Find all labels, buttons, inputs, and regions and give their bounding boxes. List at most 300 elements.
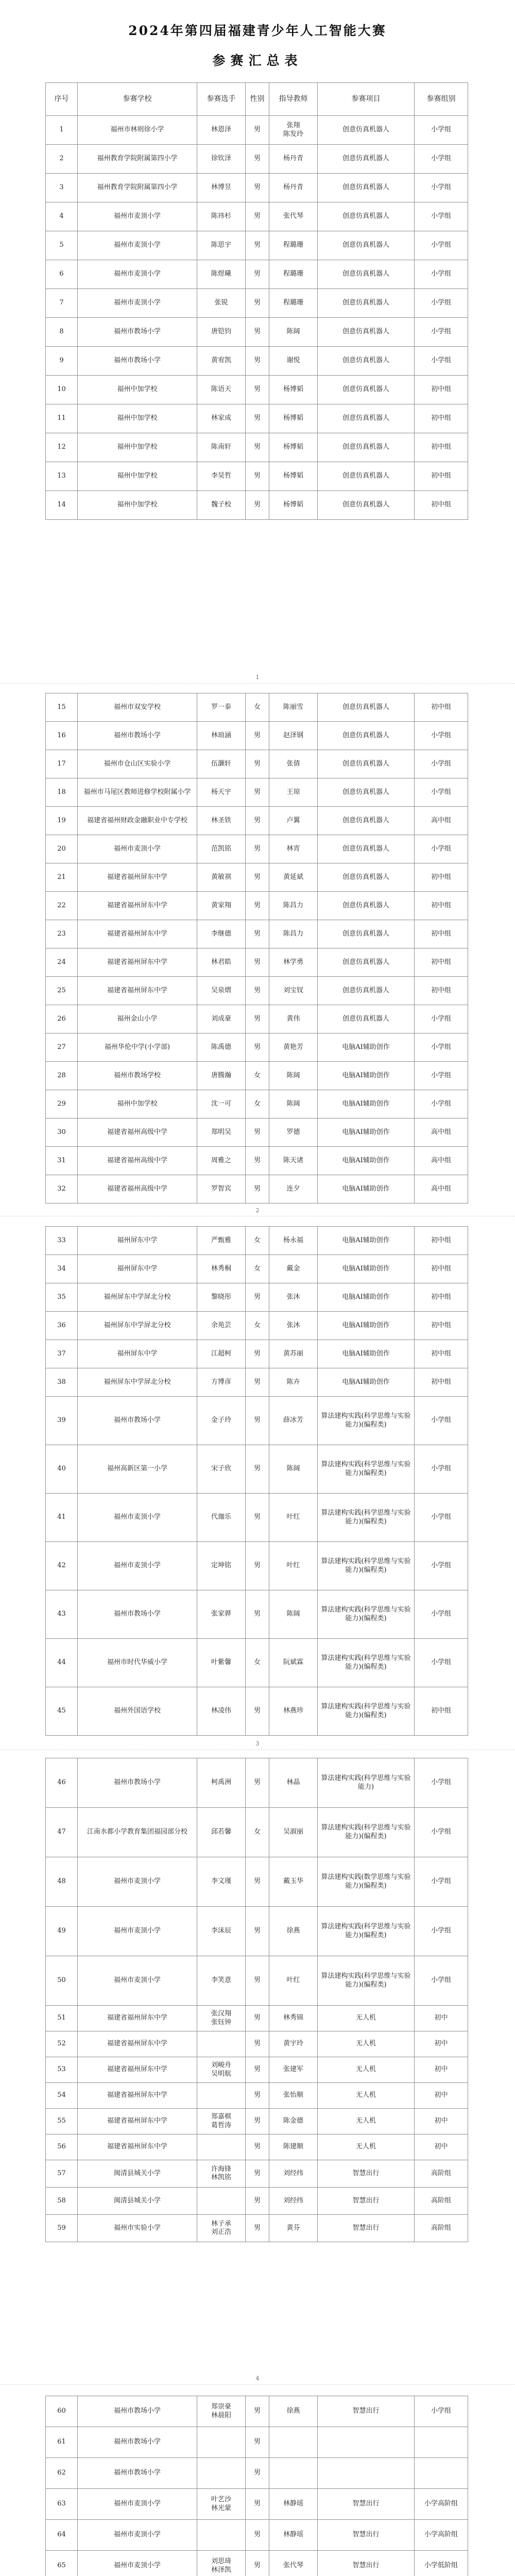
gender-cell: 男: [246, 1907, 269, 1956]
gender-cell: 男: [246, 1340, 269, 1368]
project-cell: 算法建构实践(科学思维与实验能力)(编程类): [318, 1956, 415, 2006]
project-cell: 创意仿真机器人: [318, 920, 415, 948]
group-cell: 初中组: [415, 693, 468, 722]
project-cell: 无人机: [318, 2083, 415, 2109]
participant-cell: 江超柯: [197, 1340, 246, 1368]
gender-cell: 男: [246, 2083, 269, 2109]
gender-cell: 男: [246, 1687, 269, 1736]
table-row: [46, 1062, 468, 1090]
school-cell: 福建省福州屏东中学: [78, 977, 197, 1005]
project-cell: 电脑AI辅助创作: [318, 1118, 415, 1147]
gender-cell: 男: [246, 835, 269, 863]
teacher-cell: 王琼: [269, 778, 318, 807]
table-row: [46, 1687, 468, 1736]
table-row: [46, 433, 468, 462]
teacher-cell: 杨丹青: [269, 145, 318, 174]
school-cell: 福州市教场学校: [78, 1062, 197, 1090]
table-row: [46, 1312, 468, 1340]
school-cell: 福州市麦顶小学: [78, 1542, 197, 1590]
school-cell: 福州市麦顶小学: [78, 835, 197, 863]
project-cell: 电脑AI辅助创作: [318, 1340, 415, 1368]
table-row: [46, 1033, 468, 1062]
gender-cell: 男: [246, 202, 269, 231]
teacher-cell: 杨博韬: [269, 462, 318, 491]
seq-cell: 31: [46, 1147, 78, 1175]
teacher-cell: 杨博韬: [269, 376, 318, 404]
group-cell: 小学组: [415, 231, 468, 260]
seq-cell: 14: [46, 491, 78, 520]
group-cell: 小学组: [415, 1542, 468, 1590]
teacher-cell: 叶红: [269, 1542, 318, 1590]
participant-cell: 定坤铭: [197, 1542, 246, 1590]
school-cell: 福州高新区第一小学: [78, 1445, 197, 1494]
teacher-cell: 杨博韬: [269, 491, 318, 520]
header-group: 参赛组别: [415, 83, 468, 116]
participant-cell: [197, 2083, 246, 2109]
gender-cell: 男: [246, 1542, 269, 1590]
teacher-cell: 陈卉: [269, 1368, 318, 1397]
group-cell: 初中: [415, 2031, 468, 2057]
project-cell: 创意仿真机器人: [318, 462, 415, 491]
school-cell: 福建省福州屏东中学: [78, 920, 197, 948]
seq-cell: 45: [46, 1687, 78, 1736]
teacher-cell: 程璐珊: [269, 231, 318, 260]
group-cell: 初中: [415, 2134, 468, 2160]
project-cell: 创意仿真机器人: [318, 491, 415, 520]
table-row: [46, 1397, 468, 1445]
participant-cell: 叶紫馨: [197, 1639, 246, 1687]
teacher-cell: 陈金德: [269, 2109, 318, 2134]
table-row: [46, 260, 468, 289]
seq-cell: 32: [46, 1175, 78, 1204]
school-cell: 福州市麦顶小学: [78, 289, 197, 318]
participant-cell: 魏子校: [197, 491, 246, 520]
participant-cell: 林子承 刘正浩: [197, 2215, 246, 2242]
seq-cell: 48: [46, 1857, 78, 1907]
school-cell: 福州屏东中学屏北分校: [78, 1312, 197, 1340]
seq-cell: 9: [46, 347, 78, 376]
group-cell: 小学组: [415, 1590, 468, 1639]
school-cell: 福州市麦顶小学: [78, 2520, 197, 2551]
school-cell: 福州市教场小学: [78, 2427, 197, 2458]
gender-cell: 男: [246, 1445, 269, 1494]
participant-cell: 叶艺沙 林光蒙: [197, 2489, 246, 2520]
seq-cell: 25: [46, 977, 78, 1005]
participant-cell: 张家骅: [197, 1590, 246, 1639]
participant-cell: 唐铠钧: [197, 318, 246, 347]
participant-cell: 范凯铭: [197, 835, 246, 863]
project-cell: 无人机: [318, 2134, 415, 2160]
teacher-cell: 黄苏丽: [269, 1340, 318, 1368]
school-cell: 福州市教场小学: [78, 347, 197, 376]
table-row: [46, 116, 468, 145]
table-row: [46, 1907, 468, 1956]
project-cell: 算法建构实践(科学思维与实验能力)(编程类): [318, 1687, 415, 1736]
group-cell: 小学组: [415, 202, 468, 231]
gender-cell: 男: [246, 920, 269, 948]
project-cell: 创意仿真机器人: [318, 231, 415, 260]
participant-cell: 林家成: [197, 404, 246, 433]
school-cell: 福州屏东中学: [78, 1340, 197, 1368]
school-cell: 福州教育学院附属第四小学: [78, 174, 197, 202]
teacher-cell: 刘经纬: [269, 2188, 318, 2215]
group-cell: 小学组: [415, 722, 468, 750]
seq-cell: 65: [46, 2551, 78, 2576]
participant-cell: 金子玲: [197, 1397, 246, 1445]
seq-cell: 3: [46, 174, 78, 202]
teacher-cell: 刘宝钗: [269, 977, 318, 1005]
gender-cell: 男: [246, 2057, 269, 2083]
project-cell: 电脑AI辅助创作: [318, 1033, 415, 1062]
table-row: [46, 722, 468, 750]
gender-cell: 女: [246, 1227, 269, 1255]
group-cell: 初中组: [415, 491, 468, 520]
seq-cell: 27: [46, 1033, 78, 1062]
table-row: [46, 948, 468, 977]
project-cell: 算法建构实践(科学思维与实验能力)(编程类): [318, 1639, 415, 1687]
group-cell: 小学组: [415, 260, 468, 289]
page-divider: [0, 2384, 515, 2385]
seq-cell: 16: [46, 722, 78, 750]
table-row: [46, 1175, 468, 1204]
seq-cell: 39: [46, 1397, 78, 1445]
table-row: [46, 1808, 468, 1857]
gender-cell: 男: [246, 404, 269, 433]
participant-cell: 李继德: [197, 920, 246, 948]
seq-cell: 23: [46, 920, 78, 948]
seq-cell: 28: [46, 1062, 78, 1090]
document-subtitle: 参赛汇总表: [212, 53, 303, 68]
teacher-cell: 阮斌霖: [269, 1639, 318, 1687]
school-cell: 福建省福州屏东中学: [78, 892, 197, 920]
school-cell: 福州市麦顶小学: [78, 260, 197, 289]
gender-cell: 男: [246, 318, 269, 347]
group-cell: 初中组: [415, 1340, 468, 1368]
table-row: [46, 202, 468, 231]
group-cell: 小学组: [415, 1062, 468, 1090]
participant-cell: 林恩泽: [197, 116, 246, 145]
table-row: [46, 2083, 468, 2109]
teacher-cell: 陈阔: [269, 1090, 318, 1118]
table-row: [46, 2427, 468, 2458]
header-project: 参赛项目: [318, 83, 415, 116]
project-cell: 算法建构实践(科学思维与实验能力): [318, 1758, 415, 1808]
participant-cell: 陈煜曦: [197, 260, 246, 289]
project-cell: 创意仿真机器人: [318, 404, 415, 433]
gender-cell: 男: [246, 1118, 269, 1147]
group-cell: 高中组: [415, 1118, 468, 1147]
gender-cell: 男: [246, 174, 269, 202]
group-cell: 小学组: [415, 1494, 468, 1542]
table-header-row: [46, 83, 468, 116]
seq-cell: 18: [46, 778, 78, 807]
school-cell: 福州屏东中学屏北分校: [78, 1283, 197, 1312]
participant-cell: 严甄雅: [197, 1227, 246, 1255]
participant-cell: 陈语天: [197, 376, 246, 404]
project-cell: 创意仿真机器人: [318, 948, 415, 977]
gender-cell: 男: [246, 2134, 269, 2160]
teacher-cell: 杨博韬: [269, 404, 318, 433]
gender-cell: 男: [246, 116, 269, 145]
roster-table-page-2: [45, 693, 468, 1204]
group-cell: 初中组: [415, 977, 468, 1005]
gender-cell: 男: [246, 376, 269, 404]
teacher-cell: 黄艳芳: [269, 1033, 318, 1062]
teacher-cell: 杨丹青: [269, 174, 318, 202]
table-row: [46, 1005, 468, 1033]
header-participant: 参赛选手: [197, 83, 246, 116]
project-cell: 算法建构实践(科学思维与实验能力)(编程类): [318, 1494, 415, 1542]
gender-cell: 男: [246, 347, 269, 376]
participant-cell: 黄家翔: [197, 892, 246, 920]
school-cell: 福州屏东中学: [78, 1227, 197, 1255]
school-cell: 福州市教场小学: [78, 2396, 197, 2427]
project-cell: [318, 2427, 415, 2458]
teacher-cell: 张倩: [269, 750, 318, 778]
table-row: [46, 1857, 468, 1907]
project-cell: 创意仿真机器人: [318, 202, 415, 231]
seq-cell: 8: [46, 318, 78, 347]
group-cell: 初中组: [415, 863, 468, 892]
teacher-cell: 张建军: [269, 2057, 318, 2083]
school-cell: 福建省福州屏东中学: [78, 2083, 197, 2109]
group-cell: 初中组: [415, 1255, 468, 1283]
school-cell: 福州市教场小学: [78, 722, 197, 750]
project-cell: 创意仿真机器人: [318, 145, 415, 174]
school-cell: 福建省福州屏东中学: [78, 2006, 197, 2031]
table-row: [46, 2134, 468, 2160]
gender-cell: 男: [246, 1590, 269, 1639]
group-cell: 小学组: [415, 174, 468, 202]
table-row: [46, 1227, 468, 1255]
table-row: [46, 863, 468, 892]
gender-cell: 男: [246, 1033, 269, 1062]
seq-cell: 19: [46, 807, 78, 835]
seq-cell: 44: [46, 1639, 78, 1687]
project-cell: 电脑AI辅助创作: [318, 1147, 415, 1175]
gender-cell: 男: [246, 1956, 269, 2006]
school-cell: 福建省福州屏东中学: [78, 2109, 197, 2134]
gender-cell: 男: [246, 1283, 269, 1312]
school-cell: 福州市麦顶小学: [78, 202, 197, 231]
project-cell: 创意仿真机器人: [318, 863, 415, 892]
teacher-cell: 张怡顺: [269, 2083, 318, 2109]
teacher-cell: 张沐: [269, 1283, 318, 1312]
participant-cell: 林秀桐: [197, 1255, 246, 1283]
table-row: [46, 2551, 468, 2576]
project-cell: 智慧出行: [318, 2489, 415, 2520]
seq-cell: 1: [46, 116, 78, 145]
gender-cell: 男: [246, 1397, 269, 1445]
project-cell: 算法建构实践(数学思维与实验能力)(编程类): [318, 1857, 415, 1907]
seq-cell: 35: [46, 1283, 78, 1312]
participant-cell: 郑嘉棋 葛哲涛: [197, 2109, 246, 2134]
gender-cell: 男: [246, 2396, 269, 2427]
teacher-cell: 林宵: [269, 835, 318, 863]
teacher-cell: 刘经纬: [269, 2160, 318, 2188]
school-cell: 福州市仓山区实验小学: [78, 750, 197, 778]
participant-cell: 杨天宇: [197, 778, 246, 807]
participant-cell: 张汉翔 张钰钟: [197, 2006, 246, 2031]
seq-cell: 61: [46, 2427, 78, 2458]
table-row: [46, 1147, 468, 1175]
school-cell: 福州屏东中学: [78, 1255, 197, 1283]
seq-cell: 49: [46, 1907, 78, 1956]
group-cell: 小学高阶组: [415, 2520, 468, 2551]
seq-cell: 37: [46, 1340, 78, 1368]
participant-cell: [197, 2520, 246, 2551]
seq-cell: 13: [46, 462, 78, 491]
seq-cell: 59: [46, 2215, 78, 2242]
seq-cell: 11: [46, 404, 78, 433]
project-cell: 算法建构实践(科学思维与实验能力)(编程类): [318, 1808, 415, 1857]
school-cell: 福建省福州屏东中学: [78, 2134, 197, 2160]
school-cell: 福州市麦顶小学: [78, 1494, 197, 1542]
group-cell: 初中组: [415, 1687, 468, 1736]
school-cell: 福建省福州屏东中学: [78, 2057, 197, 2083]
school-cell: 福州华伦中学(小学部): [78, 1033, 197, 1062]
group-cell: 小学组: [415, 116, 468, 145]
group-cell: 小学组: [415, 1907, 468, 1956]
teacher-cell: 赵泽钢: [269, 722, 318, 750]
table-row: [46, 2489, 468, 2520]
project-cell: 智慧出行: [318, 2520, 415, 2551]
group-cell: 初中组: [415, 1227, 468, 1255]
teacher-cell: 连夕: [269, 1175, 318, 1204]
seq-cell: 20: [46, 835, 78, 863]
project-cell: 电脑AI辅助创作: [318, 1090, 415, 1118]
group-cell: 小学组: [415, 1857, 468, 1907]
group-cell: 高阶组: [415, 2188, 468, 2215]
group-cell: 小学组: [415, 1758, 468, 1808]
group-cell: 高阶组: [415, 2215, 468, 2242]
participant-cell: 李笑意: [197, 1956, 246, 2006]
project-cell: 创意仿真机器人: [318, 174, 415, 202]
table-row: [46, 778, 468, 807]
gender-cell: 女: [246, 1062, 269, 1090]
project-cell: 电脑AI辅助创作: [318, 1062, 415, 1090]
school-cell: 福建省福州高级中学: [78, 1118, 197, 1147]
school-cell: 福州外国语学校: [78, 1687, 197, 1736]
gender-cell: 男: [246, 750, 269, 778]
participant-cell: 罗智宾: [197, 1175, 246, 1204]
table-row: [46, 404, 468, 433]
group-cell: 初中: [415, 2057, 468, 2083]
school-cell: 福州中加学校: [78, 433, 197, 462]
group-cell: 初中组: [415, 892, 468, 920]
participant-cell: 黄敏祺: [197, 863, 246, 892]
participant-cell: 林君皓: [197, 948, 246, 977]
participant-cell: [197, 2458, 246, 2489]
school-cell: 福州市麦顶小学: [78, 231, 197, 260]
teacher-cell: 林静瑶: [269, 2489, 318, 2520]
project-cell: 电脑AI辅助创作: [318, 1283, 415, 1312]
gender-cell: 女: [246, 1808, 269, 1857]
table-row: [46, 1283, 468, 1312]
project-cell: 智慧出行: [318, 2160, 415, 2188]
gender-cell: 男: [246, 1005, 269, 1033]
school-cell: 福州市麦顶小学: [78, 2551, 197, 2576]
gender-cell: 女: [246, 1639, 269, 1687]
group-cell: 初中组: [415, 920, 468, 948]
table-row: [46, 750, 468, 778]
seq-cell: 33: [46, 1227, 78, 1255]
project-cell: 智慧出行: [318, 2396, 415, 2427]
table-row: [46, 1368, 468, 1397]
teacher-cell: 吴淑丽: [269, 1808, 318, 1857]
group-cell: 初中组: [415, 1312, 468, 1340]
school-cell: 江南水都小学教育集团福园部分校: [78, 1808, 197, 1857]
table-row: [46, 2396, 468, 2427]
table-row: [46, 462, 468, 491]
gender-cell: 男: [246, 2109, 269, 2134]
group-cell: 高阶组: [415, 2160, 468, 2188]
header-seq: 序号: [46, 83, 78, 116]
teacher-cell: 林晶: [269, 1758, 318, 1808]
teacher-cell: 杨永福: [269, 1227, 318, 1255]
gender-cell: 男: [246, 433, 269, 462]
teacher-cell: 林学勇: [269, 948, 318, 977]
group-cell: 初中组: [415, 376, 468, 404]
project-cell: 创意仿真机器人: [318, 116, 415, 145]
participant-cell: 林凌伟: [197, 1687, 246, 1736]
table-row: [46, 1542, 468, 1590]
school-cell: 福州中加学校: [78, 376, 197, 404]
project-cell: 电脑AI辅助创作: [318, 1312, 415, 1340]
participant-cell: 刘成豪: [197, 1005, 246, 1033]
seq-cell: 38: [46, 1368, 78, 1397]
gender-cell: 男: [246, 1368, 269, 1397]
participant-cell: 李昊哲: [197, 462, 246, 491]
teacher-cell: 谢悦: [269, 347, 318, 376]
project-cell: 算法建构实践(科学思维与实验能力)(编程类): [318, 1542, 415, 1590]
project-cell: 创意仿真机器人: [318, 1005, 415, 1033]
gender-cell: 男: [246, 2551, 269, 2576]
teacher-cell: 卢翼: [269, 807, 318, 835]
teacher-cell: [269, 2458, 318, 2489]
teacher-cell: [269, 2427, 318, 2458]
group-cell: 初中: [415, 2109, 468, 2134]
gender-cell: 男: [246, 948, 269, 977]
participant-cell: 余苑芸: [197, 1312, 246, 1340]
gender-cell: 男: [246, 2188, 269, 2215]
teacher-cell: 张沐: [269, 1312, 318, 1340]
school-cell: 福州市教场小学: [78, 2458, 197, 2489]
seq-cell: 17: [46, 750, 78, 778]
teacher-cell: 徐燕: [269, 1907, 318, 1956]
participant-cell: 方博彦: [197, 1368, 246, 1397]
header-teacher: 指导教师: [269, 83, 318, 116]
participant-cell: 林博昱: [197, 174, 246, 202]
school-cell: 福州市林则徐小学: [78, 116, 197, 145]
school-cell: 福州中加学校: [78, 1090, 197, 1118]
participant-cell: 柯禹洲: [197, 1758, 246, 1808]
gender-cell: 男: [246, 2160, 269, 2188]
group-cell: 小学组: [415, 1005, 468, 1033]
group-cell: 初中组: [415, 462, 468, 491]
seq-cell: 2: [46, 145, 78, 174]
gender-cell: 女: [246, 1090, 269, 1118]
school-cell: 福州市马尾区教师进修学校附属小学: [78, 778, 197, 807]
table-row: [46, 977, 468, 1005]
seq-cell: 24: [46, 948, 78, 977]
teacher-cell: 陈阔: [269, 1445, 318, 1494]
table-row: [46, 920, 468, 948]
project-cell: 算法建构实践(科学思维与实验能力)(编程类): [318, 1590, 415, 1639]
teacher-cell: 陈建顺: [269, 2134, 318, 2160]
project-cell: 创意仿真机器人: [318, 260, 415, 289]
project-cell: 创意仿真机器人: [318, 318, 415, 347]
